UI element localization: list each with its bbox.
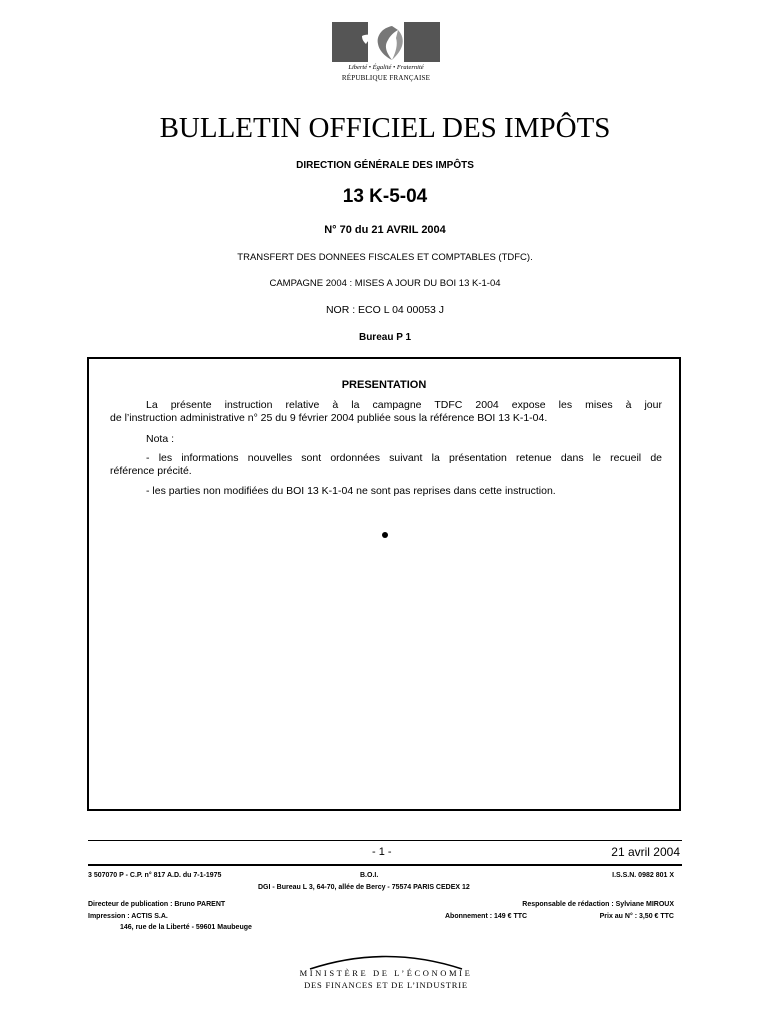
issue-label: N° 70 du 21 AVRIL 2004 [324, 224, 446, 236]
presentation-box [87, 357, 681, 811]
footer-subscription: Abonnement : 149 € TTC [445, 913, 528, 920]
subject-line-2: CAMPAGNE 2004 : MISES A JOUR DU BOI 13 K-1-04 [269, 278, 501, 289]
paragraph-2-line-2: référence précité. [110, 465, 192, 477]
ministry-line-2: DES FINANCES ET DE L’INDUSTRIE [304, 980, 468, 990]
presentation-paragraph-1 [110, 399, 662, 425]
ministry-line-1: MINISTÈRE DE L’ÉCONOMIE [299, 968, 473, 978]
footer-price: Prix au N° : 3,50 € TTC [599, 913, 674, 920]
footer-editor: Responsable de rédaction : Sylviane MIROUX [522, 901, 674, 908]
presentation-paragraph-2 [110, 452, 662, 478]
paragraph-2-line-1: - les informations nouvelles sont ordonnées suivant la présentation retenue dans le recueil de [146, 452, 662, 464]
bureau-label: Bureau P 1 [358, 332, 412, 343]
footer-issn: I.S.S.N. 0982 801 X [612, 872, 674, 879]
direction-label: DIRECTION GÉNÉRALE DES IMPÔTS [296, 160, 474, 171]
nor-reference: NOR : ECO L 04 00053 J [325, 304, 445, 316]
page-rule [88, 840, 682, 841]
footer-printer-address: 146, rue de la Liberté - 59601 Maubeuge [120, 924, 252, 931]
motto: Liberté • Égalité • Fraternité [348, 64, 424, 71]
page-date: 21 avril 2004 [611, 845, 680, 859]
presentation-paragraph-3: - les parties non modifiées du BOI 13 K-1-04 ne sont pas reprises dans cette instruction. [146, 485, 556, 497]
paragraph-1-line-1: La présente instruction relative à la campagne TDFC 2004 expose les mises à jour [146, 399, 662, 411]
footer-director: Directeur de publication : Bruno PARENT [88, 901, 226, 908]
publication-footer [88, 864, 682, 936]
presentation-title: PRESENTATION [341, 379, 427, 391]
footer-boi: B.O.I. [360, 872, 379, 879]
footer-printer: Impression : ACTIS S.A. [88, 913, 168, 920]
paragraph-1-line-2: de l’instruction administrative n° 25 du 9 février 2004 publiée sous la référence BOI 13 K-1-04. [110, 412, 548, 424]
republique-label: RÉPUBLIQUE FRANÇAISE [341, 74, 431, 82]
bullet-icon [382, 532, 388, 538]
footer-address: DGI - Bureau L 3, 64-70, allée de Bercy - 75574 PARIS CEDEX 12 [258, 884, 470, 891]
reference-number: 13 K-5-04 [342, 186, 428, 207]
page-number: - 1 - [372, 846, 392, 858]
marianne-flag-icon [332, 22, 440, 62]
ministry-logo [290, 950, 482, 992]
footer-cp: 3 507070 P - C.P. n° 817 A.D. du 7-1-1975 [88, 872, 222, 879]
document-title: BULLETIN OFFICIEL DES IMPÔTS [159, 112, 611, 144]
ministry-arc-icon [290, 950, 482, 970]
subject-line-1: TRANSFERT DES DONNEES FISCALES ET COMPTABLES (TDFC). [237, 252, 533, 263]
republique-francaise-logo [332, 22, 440, 84]
nota-label: Nota : [146, 433, 175, 445]
